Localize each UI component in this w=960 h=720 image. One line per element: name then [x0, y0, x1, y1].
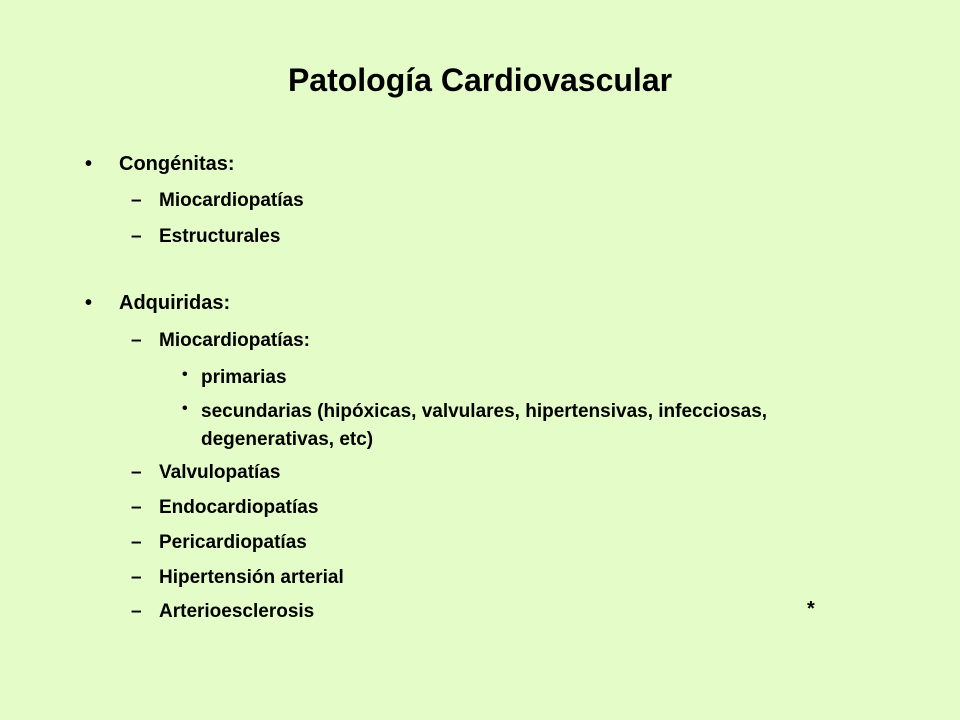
- subitem-label: Valvulopatías: [159, 462, 281, 483]
- footnote-asterisk: *: [807, 598, 815, 620]
- bullet-dot: •: [85, 292, 93, 314]
- bullet-dot: •: [182, 400, 188, 417]
- subitem-label: Miocardiopatías:: [159, 330, 310, 351]
- subsubitem-label: secundarias (hipóxicas, valvulares, hipertensivas, infecciosas, degenerativas, etc): [201, 401, 768, 450]
- subitem-label: Hipertensión arterial: [159, 567, 344, 588]
- dash-mark: –: [131, 532, 142, 553]
- subitem-label: Endocardiopatías: [159, 497, 319, 518]
- bullet-dot: •: [85, 153, 93, 175]
- dash-mark: –: [131, 226, 142, 247]
- subitem-label: Arterioesclerosis: [159, 601, 315, 622]
- dash-mark: –: [131, 567, 142, 588]
- subitem-label: Estructurales: [159, 226, 281, 247]
- subsubitem-label: primarias: [201, 367, 287, 388]
- dash-mark: –: [131, 190, 142, 211]
- slide-title: Patología Cardiovascular: [287, 62, 673, 98]
- dash-mark: –: [131, 462, 142, 483]
- subitem-label: Miocardiopatías: [159, 190, 304, 211]
- bullet-dot: •: [182, 366, 188, 383]
- dash-mark: –: [131, 601, 142, 622]
- dash-mark: –: [131, 330, 142, 351]
- bullet-label: Adquiridas:: [119, 292, 231, 314]
- dash-mark: –: [131, 497, 142, 518]
- bullet-label: Congénitas:: [119, 153, 235, 175]
- subitem-label: Pericardiopatías: [159, 532, 307, 553]
